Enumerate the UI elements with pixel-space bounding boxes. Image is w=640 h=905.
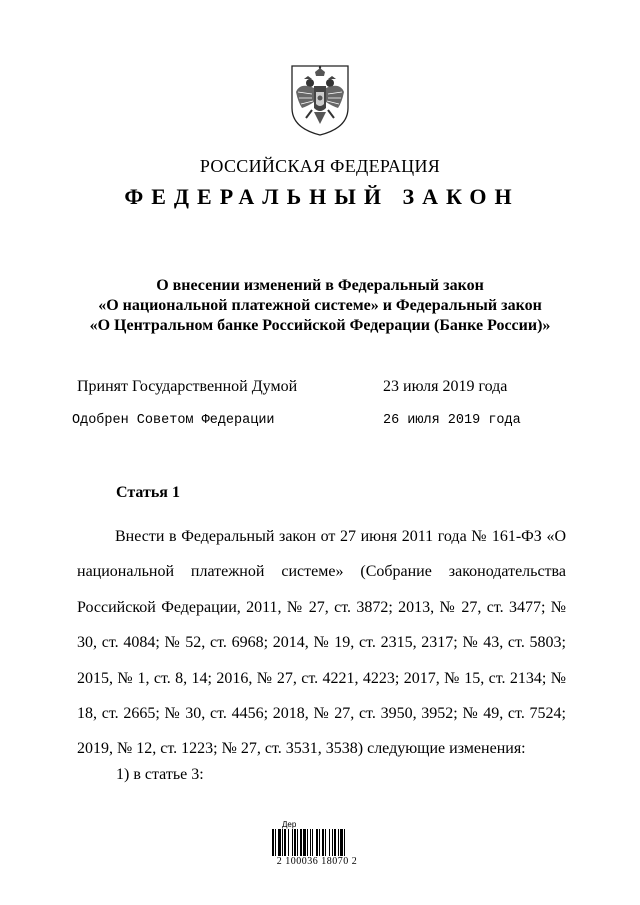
barcode-number: 2 100036 18070 2	[276, 856, 358, 867]
council-approval-label: Одобрен Советом Федерации	[72, 413, 275, 428]
barcode-bars-icon	[272, 829, 362, 856]
duma-adoption-label: Принят Государственной Думой	[77, 378, 298, 395]
article-heading: Статья 1	[116, 484, 180, 501]
law-title	[60, 276, 580, 336]
duma-adoption-date: 23 июля 2019 года	[383, 378, 508, 395]
barcode	[272, 820, 362, 870]
article-item-1: 1) в статье 3:	[116, 766, 204, 783]
law-title-line-1: О внесении изменений в Федеральный закон	[156, 277, 484, 294]
coat-of-arms-icon	[288, 62, 352, 138]
signature-mark: Дер	[282, 820, 297, 829]
country-name: РОССИЙСКАЯ ФЕДЕРАЦИЯ	[199, 156, 441, 176]
document-type: ФЕДЕРАЛЬНЫЙ ЗАКОН	[124, 184, 520, 209]
law-title-line-3: «О Центральном банке Российской Федерации (Банке России)»	[89, 317, 551, 334]
article-paragraph: Внести в Федеральный закон от 27 июня 2011 года № 161-ФЗ «О национальной платежной системе» (Собрание законодательства Российской Федерации, 2011, № 27, ст. 3872; 2013, № 27, ст. 3477; № 30, ст. 4084; № 52, ст. 6968; 2014, № 19, ст. 2315, 2317; № 43, ст. 5803; 2015, № 1, ст. 8, 14; 2016, № 27, ст. 4221, 4223; 2017, № 15, ст. 2134; № 18, ст. 2665; № 30, ст. 4456; 2018, № 27, ст. 3950, 3952; № 49, ст. 7524; 2019, № 12, ст. 1223; № 27, ст. 3531, 3538) следующие изменения:	[77, 528, 566, 758]
law-title-line-2: «О национальной платежной системе» и Федеральный закон	[98, 297, 542, 314]
council-approval-date: 26 июля 2019 года	[383, 413, 521, 428]
